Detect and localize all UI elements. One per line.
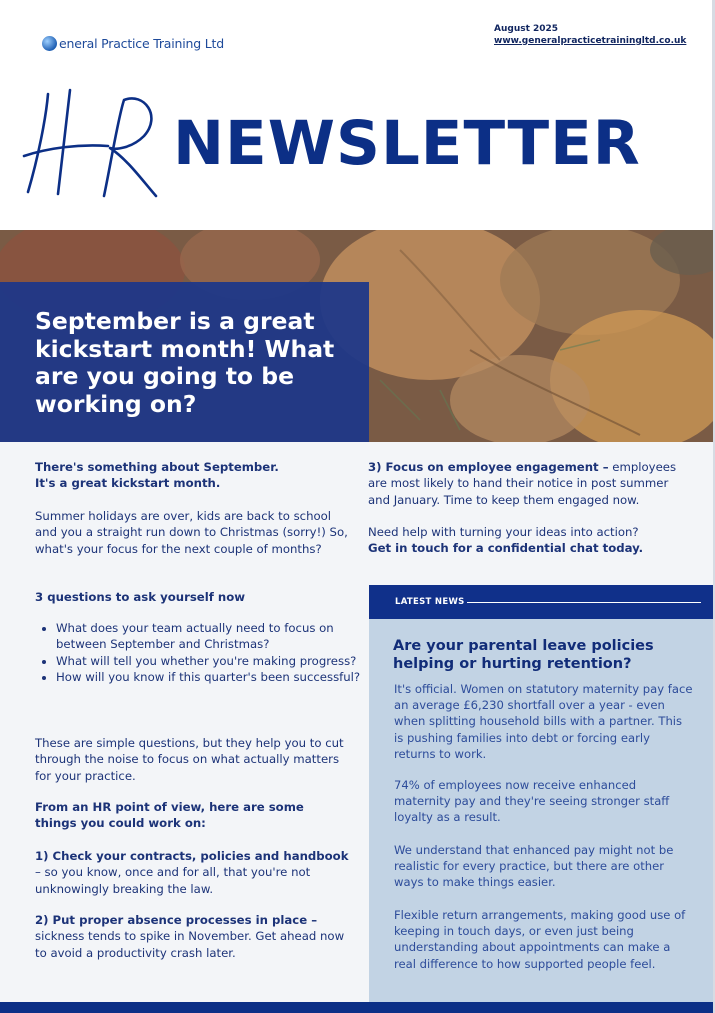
help-text [368,524,686,557]
footer-bar [0,1002,713,1013]
contact-cta[interactable]: Get in touch for a confidential chat today. [368,541,644,556]
item-absence [35,912,353,961]
item-engagement [368,459,686,508]
questions-list [36,620,366,685]
news-panel [369,619,713,1002]
intro-text [35,459,355,492]
issue-info [494,24,686,47]
hr-heading: From an HR point of view, here are some things you could work on: [35,800,304,831]
intro-line-1: There's something about September. [35,460,279,474]
news-paragraph: We understand that enhanced pay might not be realistic for every practice, but there are other ways to make things easier. [394,843,674,890]
list-item: • How will you know if this quarter's been successful? [56,669,366,685]
latest-news-label: LATEST NEWS [395,597,465,607]
website-link[interactable]: www.generalpracticetrainingltd.co.uk [494,35,687,46]
divider [467,602,701,603]
list-item: • What does your team actually need to focus on between September and Christmas? [56,620,366,653]
logo-text: eneral Practice Training Ltd [59,36,224,51]
news-paragraph: Flexible return arrangements, making good use of keeping in touch days, or even just being understanding about appointments can make a real difference to how supported people feel. [394,908,686,971]
item-engagement-text: employees are most likely to hand their notice in post summer and January. Time to keep them engaged now. [368,460,677,507]
hr-script-logo [18,88,158,200]
help-line: Need help with turning your ideas into action? [368,525,639,539]
issue-date: August 2025 [494,24,559,34]
latest-news-bar [369,585,713,619]
intro-line-2: It's a great kickstart month. [35,476,221,491]
news-paragraph: It's official. Women on statutory maternity pay face an average £6,230 shortfall over a year - even when splitting household bills with a partner. This is pushing families into debt or forcing early returns to work. [394,682,693,761]
hero-banner [0,230,713,442]
item-absence-title: 2) Put proper absence processes in place – [35,913,318,927]
news-title: Are your parental leave policies helping or hurting retention? [393,638,654,672]
simple-questions-paragraph: These are simple questions, but they help you to cut through the noise to focus on what actually matters for your practice. [35,736,344,783]
item-contracts-text: – so you know, once and for all, that you're not unknowingly breaking the law. [35,865,311,896]
news-paragraph: 74% of employees now receive enhanced maternity pay and they're seeing stronger staff loyalty as a result. [394,778,670,825]
globe-logo-icon [42,36,57,51]
item-absence-text: sickness tends to spike in November. Get ahead now to avoid a productivity crash later. [35,929,345,960]
questions-heading: 3 questions to ask yourself now [35,590,246,604]
summer-paragraph: Summer holidays are over, kids are back to school and you a straight run down to Christmas (sorry!) So, what's your focus for the next couple of months? [35,509,348,556]
item-contracts [35,848,353,897]
hero-title: September is a great kickstart month! What are you going to be working on? [35,307,335,418]
item-contracts-title: 1) Check your contracts, policies and handbook [35,849,349,863]
newsletter-title: NEWSLETTER [173,108,641,179]
item-engagement-title: 3) Focus on employee engagement – [368,460,609,474]
company-logo [42,36,224,51]
list-item: • What will tell you whether you're making progress? [56,653,366,669]
